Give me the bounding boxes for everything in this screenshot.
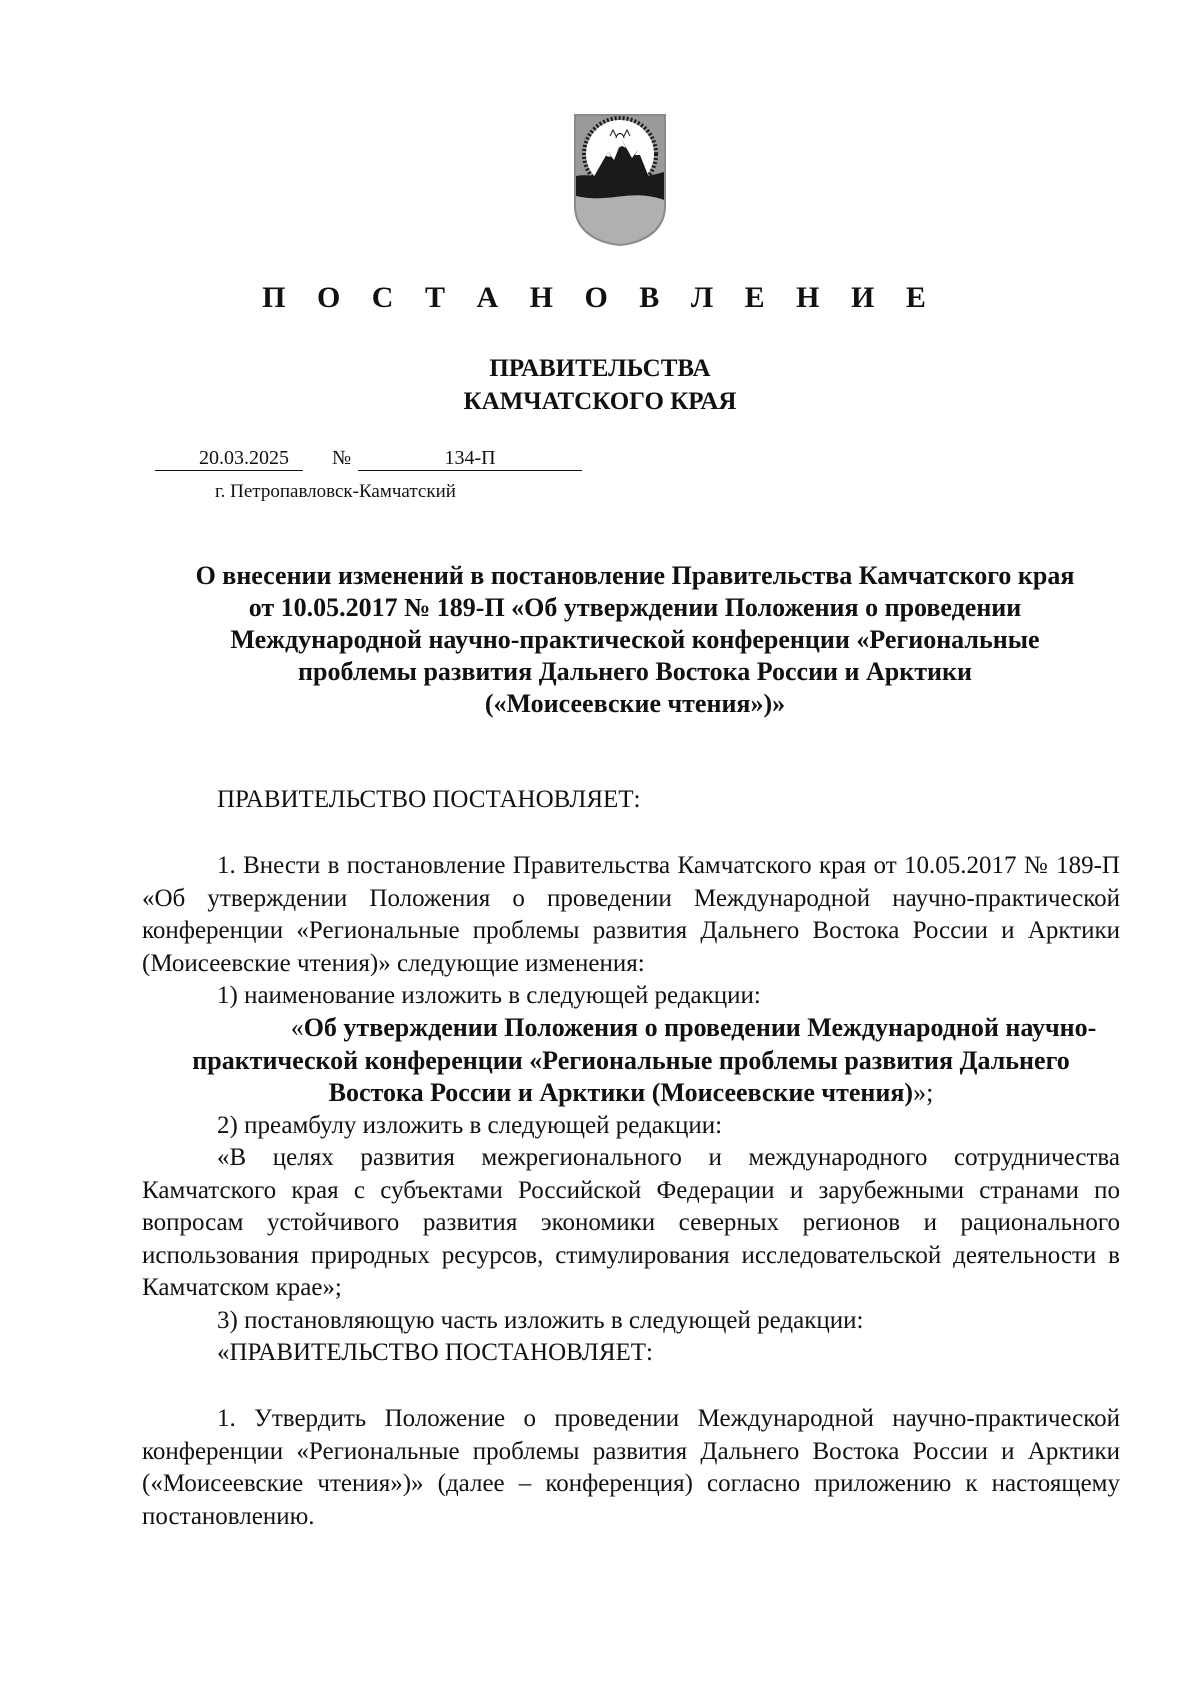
quoted-new-title xyxy=(142,1012,1120,1110)
title-line-1: О внесении изменений в постановление Правительства Камчатского края xyxy=(195,561,1075,590)
quote-open: « xyxy=(290,1013,304,1042)
item-2: 2) преамбулу изложить в следующей редакции: xyxy=(217,1112,723,1139)
document-date: 20.03.2025 xyxy=(155,446,303,471)
approve-paragraph: 1. Утвердить Положение о проведении Международной научно-практической конференции «Региональные проблемы развития Дальнего Востока России и Арктики («Моисеевские чтения»)» (далее – конференция) согласно приложению к настоящему постановлению. xyxy=(142,1405,1120,1530)
quote-close: »; xyxy=(913,1078,934,1107)
number-sign: № xyxy=(332,447,352,469)
document-number: 134-П xyxy=(358,446,582,471)
title-line-2: от 10.05.2017 № 189-П «Об утверждении Положения о проведении xyxy=(248,593,1022,622)
title-line-4: проблемы развития Дальнего Востока России и Арктики xyxy=(298,657,972,686)
issuer-line-1: ПРАВИТЕЛЬСТВА xyxy=(489,355,711,382)
item-3: 3) постановляющую часть изложить в следующей редакции: xyxy=(217,1307,864,1334)
title-line-5: («Моисеевские чтения»)» xyxy=(484,689,786,718)
kamchatka-coat-of-arms-icon xyxy=(570,110,670,246)
item-1: 1) наименование изложить в следующей редакции: xyxy=(217,982,761,1009)
resolves-heading: ПРАВИТЕЛЬСТВО ПОСТАНОВЛЯЕТ: xyxy=(217,786,641,813)
issuer-heading xyxy=(0,352,1200,418)
document-city: г. Петропавловск-Камчатский xyxy=(215,481,456,502)
quoted-title-text: Об утверждении Положения о проведении Международной научно-практической конференции «Региональные проблемы развития Дальнего Востока России и Арктики (Моисеевские чтения) xyxy=(192,1013,1097,1107)
issuer-line-2: КАМЧАТСКОГО КРАЯ xyxy=(463,388,737,415)
resolves-quoted-heading: «ПРАВИТЕЛЬСТВО ПОСТАНОВЛЯЕТ: xyxy=(217,1339,653,1366)
document-type-heading: П О С Т А Н О В Л Е Н И Е xyxy=(262,281,938,314)
preamble-paragraph: «В целях развития межрегионального и международного сотрудничества Камчатского края с субъектами Российской Федерации и зарубежными странами по вопросам устойчивого развития экономики северных регионов и рационального использования природных ресурсов, стимулирования исследовательской деятельности в Камчатском крае»; xyxy=(142,1144,1120,1301)
document-title xyxy=(150,560,1120,720)
paragraph-1: 1. Внести в постановление Правительства Камчатского края от 10.05.2017 № 189-П «Об утверждении Положения о проведении Международной научно-практической конференции «Региональные проблемы развития Дальнего Востока России и Арктики (Моисеевские чтения)» следующие изменения: xyxy=(142,852,1120,977)
title-line-3: Международной научно-практической конференции «Региональные xyxy=(230,625,1040,654)
